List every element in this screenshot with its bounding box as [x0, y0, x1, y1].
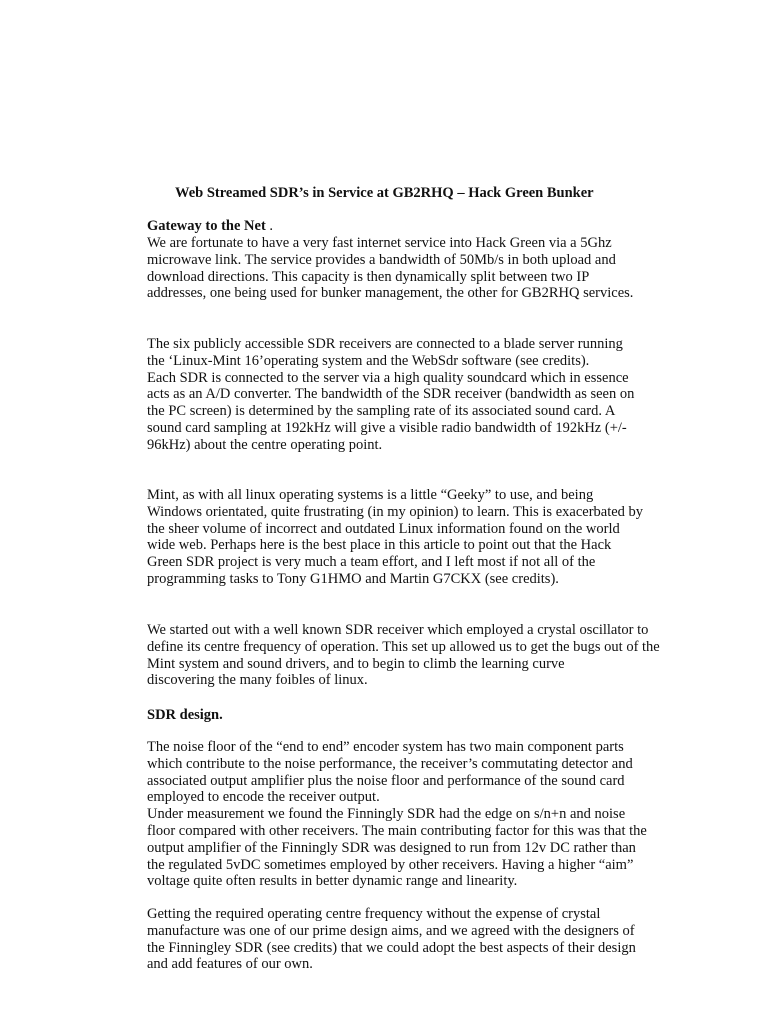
paragraph-line: the PC screen) is determined by the sampling rate of its associated sound card. A — [147, 403, 616, 420]
paragraph-line: Each SDR is connected to the server via a high quality soundcard which in essence — [147, 369, 629, 386]
section-heading-sdr-design: SDR design. — [147, 707, 223, 723]
paragraph-line: programming tasks to Tony G1HMO and Martin G7CKX (see credits). — [147, 570, 559, 587]
section-heading-gateway — [147, 218, 273, 235]
paragraph-line: voltage quite often results in better dynamic range and linearity. — [147, 873, 518, 890]
paragraph-line: define its centre frequency of operation. This set up allowed us to get the bugs out of the — [147, 638, 660, 655]
section-heading-gateway-text: Gateway to the Net — [147, 218, 266, 234]
paragraph-line: We started out with a well known SDR receiver which employed a crystal oscillator to — [147, 622, 649, 638]
paragraph-line: We are fortunate to have a very fast internet service into Hack Green via a 5Ghz — [147, 235, 612, 251]
paragraph-line: the ‘Linux-Mint 16’operating system and the WebSdr software (see credits). — [147, 352, 590, 369]
paragraph-line: The noise floor of the “end to end” encoder system has two main component parts — [147, 739, 624, 755]
paragraph-receivers — [147, 336, 634, 454]
paragraph-line: and add features of our own. — [147, 956, 313, 973]
paragraph-line: discovering the many foibles of linux. — [147, 672, 368, 689]
paragraph-line: associated output amplifier plus the noise floor and performance of the sound card — [147, 772, 625, 789]
paragraph-line: acts as an A/D converter. The bandwidth of the SDR receiver (bandwidth as seen on — [147, 386, 635, 403]
paragraph-line: Getting the required operating centre frequency without the expense of crystal — [147, 906, 601, 922]
paragraph-line: microwave link. The service provides a bandwidth of 50Mb/s in both upload and — [147, 251, 616, 268]
paragraph-noise — [147, 739, 647, 890]
paragraph-line: the regulated 5vDC sometimes employed by other receivers. Having a higher “aim” — [147, 856, 634, 873]
paragraph-line: wide web. Perhaps here is the best place in this article to point out that the Hack — [147, 537, 612, 554]
paragraph-line: download directions. This capacity is then dynamically split between two IP — [147, 268, 590, 285]
paragraph-line: employed to encode the receiver output. — [147, 789, 380, 806]
paragraph-line: Windows orientated, quite frustrating (in my opinion) to learn. This is exacerbated by — [147, 503, 644, 520]
paragraph-line: addresses, one being used for bunker management, the other for GB2RHQ services. — [147, 285, 634, 302]
paragraph-line: sound card sampling at 192kHz will give a visible radio bandwidth of 192kHz (+/- — [147, 419, 627, 436]
paragraph-mint — [147, 487, 643, 588]
paragraph-line: floor compared with other receivers. The main contributing factor for this was that the — [147, 822, 647, 839]
document-title: Web Streamed SDR’s in Service at GB2RHQ – Hack Green Bunker — [175, 185, 594, 201]
paragraph-line: the Finningley SDR (see credits) that we could adopt the best aspects of their design — [147, 939, 636, 956]
paragraph-line: which contribute to the noise performance, the receiver’s commutating detector and — [147, 755, 633, 772]
paragraph-line: Mint system and sound drivers, and to begin to climb the learning curve — [147, 655, 565, 672]
paragraph-line: The six publicly accessible SDR receivers are connected to a blade server running — [147, 336, 623, 352]
paragraph-line: output amplifier of the Finningly SDR was designed to run from 12v DC rather than — [147, 839, 636, 856]
paragraph-line: Green SDR project is very much a team effort, and I left most if not all of the — [147, 554, 596, 571]
paragraph-line: manufacture was one of our prime design aims, and we agreed with the designers of — [147, 922, 635, 939]
paragraph-line: the sheer volume of incorrect and outdated Linux information found on the world — [147, 520, 620, 537]
paragraph-started — [147, 622, 660, 689]
paragraph-frequency — [147, 906, 636, 973]
section-heading-gateway-trail: . — [265, 218, 274, 234]
paragraph-line: Mint, as with all linux operating systems is a little “Geeky” to use, and being — [147, 487, 594, 503]
paragraph-line: 96kHz) about the centre operating point. — [147, 436, 383, 453]
paragraph-gateway — [147, 235, 633, 302]
paragraph-line: Under measurement we found the Finningly SDR had the edge on s/n+n and noise — [147, 806, 626, 823]
